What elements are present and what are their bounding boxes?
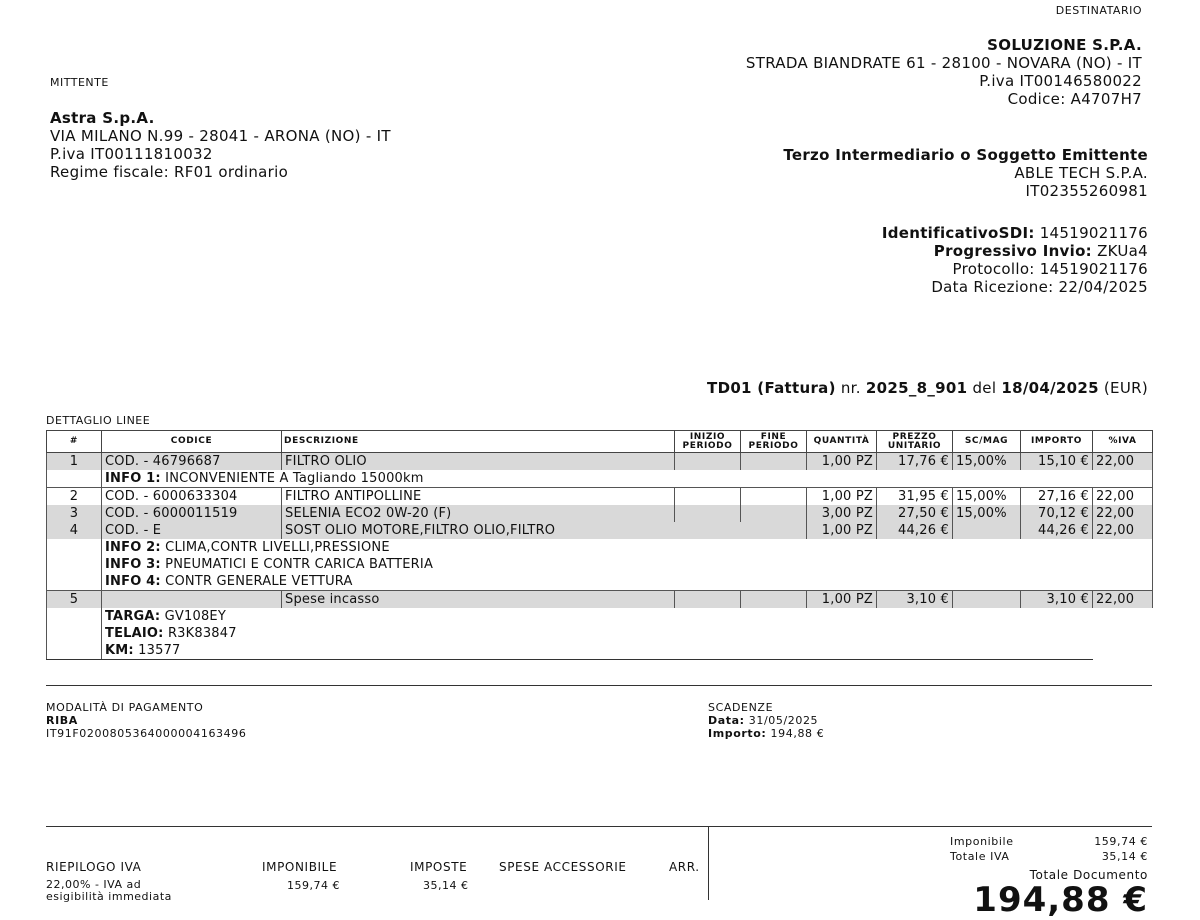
cell-codice: COD. - 6000011519: [102, 505, 282, 522]
info-2-text: CLIMA,CONTR LIVELLI,PRESSIONE: [165, 540, 390, 555]
cell-codice: [102, 591, 282, 609]
riepilogo-header-imponibile: IMPONIBILE: [262, 860, 338, 874]
cell-prezzo: 31,95 €: [877, 488, 953, 506]
doc-del-label: del: [972, 379, 997, 397]
destinatario-piva: P.iva IT00146580022: [979, 72, 1142, 90]
destinatario-name: SOLUZIONE S.P.A.: [987, 36, 1142, 54]
totals-imponibile-value: 159,74 €: [1094, 835, 1148, 848]
scadenze-importo-value: 194,88 €: [770, 727, 825, 740]
riepilogo-row-imponibile: 159,74 €: [287, 879, 340, 892]
cell-scmag: [953, 522, 1021, 539]
mittente-label: MITTENTE: [50, 76, 109, 89]
sdi-prog-label: Progressivo Invio:: [933, 242, 1092, 260]
cell-n: 4: [47, 522, 102, 539]
totals-iva-value: 35,14 €: [1101, 850, 1148, 863]
targa-label: TARGA:: [105, 609, 161, 624]
header-descrizione: DESCRIZIONE: [282, 431, 675, 453]
cell-prezzo: 3,10 €: [877, 591, 953, 609]
totals-imponibile: [950, 834, 1148, 849]
riepilogo-header-arr: ARR.: [669, 860, 700, 874]
table-row: [47, 591, 1153, 609]
cell-codice: COD. - 6000633304: [102, 488, 282, 506]
sdi-id-label: IdentificativoSDI:: [881, 224, 1035, 242]
cell-inizio: [675, 591, 741, 609]
telaio-label: TELAIO:: [105, 626, 164, 641]
info-row: [47, 556, 1153, 573]
scadenze-label: SCADENZE: [708, 701, 774, 714]
cell-prezzo: 17,76 €: [877, 453, 953, 471]
cell-quantita: 1,00 PZ: [807, 453, 877, 471]
header-quantita: QUANTITÀ: [807, 431, 877, 453]
info-row: [47, 573, 1153, 591]
cell-prezzo: 44,26 €: [877, 522, 953, 539]
destinatario-address: STRADA BIANDRATE 61 - 28100 - NOVARA (NO) - IT: [745, 54, 1142, 72]
sdi-block: [882, 224, 1148, 296]
scadenze-data: [708, 714, 824, 727]
table-header-row: [47, 431, 1153, 453]
riepilogo-label: RIEPILOGO IVA: [46, 860, 142, 874]
cell-scmag: [953, 591, 1021, 609]
riepilogo-row-desc-1: 22,00% - IVA ad: [46, 878, 142, 891]
payment-block: [46, 701, 246, 740]
cell-n: 5: [47, 591, 102, 609]
scadenze-block: [708, 701, 824, 740]
table-row: [47, 453, 1153, 471]
totals-iva: [950, 849, 1148, 864]
sdi-data-ricezione: Data Ricezione: 22/04/2025: [931, 278, 1148, 296]
mittente-regime: Regime fiscale: RF01 ordinario: [50, 163, 289, 181]
info-2: [102, 539, 1153, 556]
doc-valuta: (EUR): [1103, 379, 1148, 397]
info-row: [47, 470, 1153, 488]
info-row: [47, 539, 1153, 556]
telaio: [102, 625, 1153, 642]
cell-descrizione: FILTRO OLIO: [282, 453, 675, 471]
cell-fine: [741, 453, 807, 471]
scadenze-importo: [708, 727, 824, 740]
info-1: [102, 470, 1153, 488]
cell-descrizione: SELENIA ECO2 0W-20 (F): [282, 505, 675, 522]
cell-iva: 22,00: [1093, 453, 1153, 471]
doc-tipo: TD01 (Fattura): [707, 379, 836, 397]
riepilogo-row-desc: [46, 879, 172, 903]
header-fine-b: PERIODO: [748, 440, 799, 451]
km-text: 13577: [138, 643, 181, 658]
destinatario-label: DESTINATARIO: [1055, 4, 1142, 17]
cell-n: 3: [47, 505, 102, 522]
mittente-address: VIA MILANO N.99 - 28041 - ARONA (NO) - IT: [50, 127, 391, 145]
cell-codice: COD. - 46796687: [102, 453, 282, 471]
sdi-protocollo: Protocollo: 14519021176: [952, 260, 1148, 278]
info-row: [47, 642, 1153, 660]
riepilogo-header-spese: SPESE ACCESSORIE: [499, 860, 627, 874]
doc-data: 18/04/2025: [1001, 379, 1099, 397]
cell-inizio: [675, 505, 741, 522]
cell-codice: COD. - E: [102, 522, 282, 539]
cell-fine: [741, 488, 807, 506]
cell-quantita: 3,00 PZ: [807, 505, 877, 522]
header-fine-a: FINE: [760, 431, 787, 442]
info-1-label: INFO 1:: [105, 471, 161, 486]
sdi-progressivo: [882, 242, 1148, 260]
info-row: [47, 625, 1153, 642]
table-row: [47, 522, 1153, 539]
terzo-code: IT02355260981: [1025, 182, 1148, 200]
cell-importo: 70,12 €: [1021, 505, 1093, 522]
lines-table: [46, 430, 1153, 660]
targa: [102, 608, 1153, 625]
header-inizio-periodo: [675, 431, 741, 453]
document-title: [707, 379, 1148, 397]
totals-iva-label: Totale IVA: [950, 850, 1010, 863]
totale-documento-label: Totale Documento: [1029, 868, 1148, 882]
cell-prezzo: 27,50 €: [877, 505, 953, 522]
cell-scmag: 15,00%: [953, 453, 1021, 471]
targa-text: GV108EY: [164, 609, 226, 624]
table-row: [47, 488, 1153, 506]
mittente-piva: P.iva IT00111810032: [50, 145, 213, 163]
cell-iva: 22,00: [1093, 488, 1153, 506]
info-1-text: INCONVENIENTE A Tagliando 15000km: [165, 471, 424, 486]
cell-n: 2: [47, 488, 102, 506]
lines-table-wrapper: [46, 430, 1152, 660]
payment-iban: IT91F0200805364000004163496: [46, 727, 247, 740]
terzo-block: [783, 146, 1148, 200]
info-3-label: INFO 3:: [105, 557, 161, 572]
destinatario-codice: Codice: A4707H7: [1007, 90, 1142, 108]
dettaglio-linee-label: DETTAGLIO LINEE: [46, 414, 151, 427]
info-4-label: INFO 4:: [105, 574, 161, 589]
riepilogo-header-imposte: IMPOSTE: [410, 860, 468, 874]
cell-importo: 3,10 €: [1021, 591, 1093, 609]
header-prezzo-unitario: [877, 431, 953, 453]
cell-quantita: 1,00 PZ: [807, 591, 877, 609]
header-fine-periodo: [741, 431, 807, 453]
mittente-block: [50, 109, 391, 181]
totals-block: [950, 834, 1148, 864]
cell-descrizione: FILTRO ANTIPOLLINE: [282, 488, 675, 506]
header-prezzo-b: UNITARIO: [887, 440, 942, 451]
scadenze-data-value: 31/05/2025: [748, 714, 819, 727]
cell-scmag: 15,00%: [953, 488, 1021, 506]
telaio-text: R3K83847: [167, 626, 237, 641]
terzo-name: ABLE TECH S.P.A.: [1014, 164, 1148, 182]
info-row: [47, 608, 1153, 625]
info-2-label: INFO 2:: [105, 540, 161, 555]
header-codice: CODICE: [102, 431, 282, 453]
payment-label: MODALITÀ DI PAGAMENTO: [46, 701, 204, 714]
cell-fine: [741, 505, 807, 522]
cell-n: 1: [47, 453, 102, 471]
sdi-prog-value: ZKUa4: [1097, 242, 1148, 260]
sdi-identificativo: [882, 224, 1148, 242]
cell-quantita: 1,00 PZ: [807, 522, 877, 539]
payment-type: RIBA: [46, 714, 78, 727]
cell-iva: 22,00: [1093, 522, 1153, 539]
cell-iva: 22,00: [1093, 505, 1153, 522]
totale-documento-value: 194,88 €: [973, 880, 1148, 920]
km-label: KM:: [105, 643, 134, 658]
riepilogo-row-desc-2: esigibilità immediata: [46, 890, 172, 903]
terzo-title: Terzo Intermediario o Soggetto Emittente: [783, 146, 1148, 164]
info-4: [102, 573, 1153, 591]
cell-importo: 15,10 €: [1021, 453, 1093, 471]
km: [102, 642, 1093, 660]
table-row: [47, 505, 1153, 522]
doc-numero: 2025_8_901: [865, 379, 968, 397]
header-n: #: [47, 431, 102, 453]
cell-fine: [741, 591, 807, 609]
doc-nr-label: nr.: [840, 379, 861, 397]
cell-inizio: [675, 488, 741, 506]
cell-descrizione: Spese incasso: [282, 591, 675, 609]
summary-vertical-divider: [708, 826, 709, 900]
riepilogo-row-imposte: 35,14 €: [423, 879, 469, 892]
header-scmag: SC/MAG: [953, 431, 1021, 453]
sdi-id-value: 14519021176: [1039, 224, 1148, 242]
info-3: [102, 556, 1153, 573]
divider-payment: [46, 685, 1152, 686]
header-prezzo-a: PREZZO: [892, 431, 937, 442]
destinatario-block: [746, 36, 1142, 108]
divider-summary: [46, 826, 1152, 827]
cell-scmag: 15,00%: [953, 505, 1021, 522]
header-inizio-b: PERIODO: [682, 440, 733, 451]
cell-inizio: [675, 453, 741, 471]
mittente-name: Astra S.p.A.: [50, 109, 155, 127]
scadenze-data-label: Data:: [708, 714, 745, 727]
scadenze-importo-label: Importo:: [708, 727, 767, 740]
info-3-text: PNEUMATICI E CONTR CARICA BATTERIA: [165, 557, 434, 572]
header-inizio-a: INIZIO: [689, 431, 726, 442]
cell-quantita: 1,00 PZ: [807, 488, 877, 506]
header-iva: %IVA: [1093, 431, 1153, 453]
cell-importo: 27,16 €: [1021, 488, 1093, 506]
header-importo: IMPORTO: [1021, 431, 1093, 453]
info-4-text: CONTR GENERALE VETTURA: [165, 574, 353, 589]
totals-imponibile-label: Imponibile: [950, 835, 1014, 848]
cell-importo: 44,26 €: [1021, 522, 1093, 539]
cell-descrizione: SOST OLIO MOTORE,FILTRO OLIO,FILTRO: [282, 522, 807, 539]
cell-iva: 22,00: [1093, 591, 1153, 609]
